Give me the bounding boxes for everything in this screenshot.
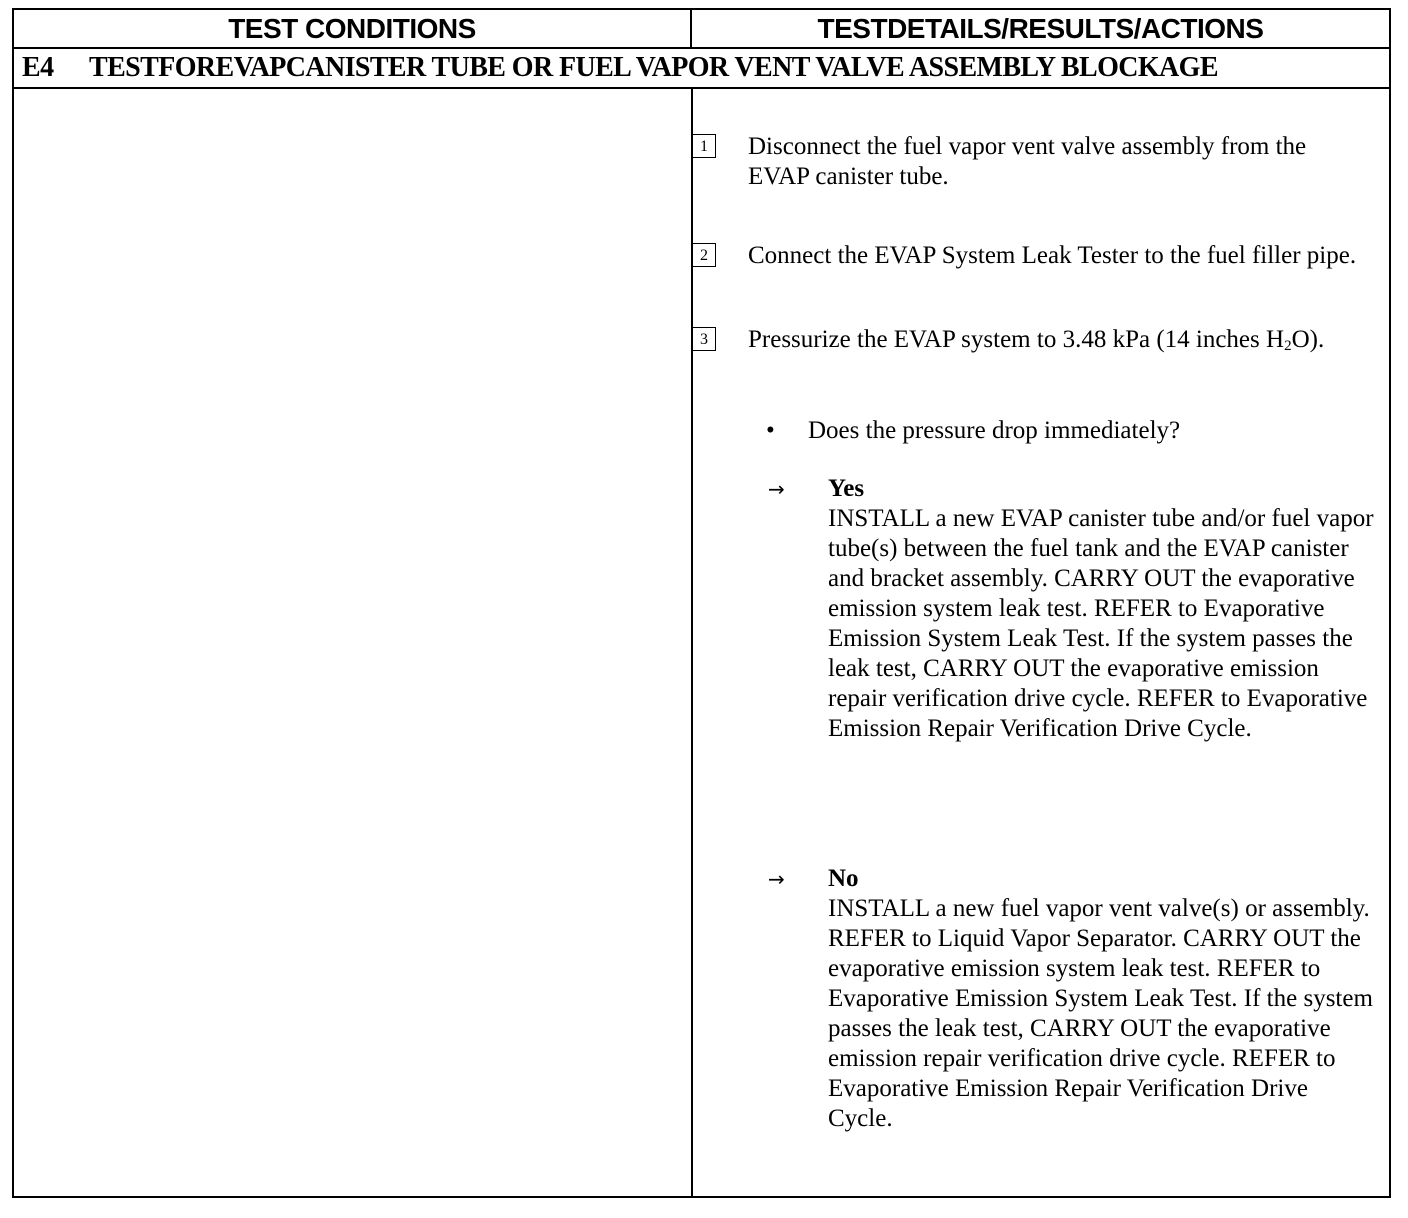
test-title: TESTFOREVAPCANISTER TUBE OR FUEL VAPOR VENT VALVE ASSEMBLY BLOCKAGE	[89, 52, 1218, 83]
title-divider	[14, 87, 1389, 89]
branch-action-text: INSTALL a new EVAP canister tube and/or fuel vapor tube(s) between the fuel tank and the EVAP canister and bracket assembly. CARRY OUT the evaporative emission system leak test. REFER to Evaporative Emission System Leak Test. If the system passes the leak test, CARRY OUT the evaporative emission repair verification drive cycle. REFER to Evaporative Emission Repair Verification Drive Cycle.	[828, 505, 1374, 742]
header-test-conditions: TEST CONDITIONS	[14, 10, 692, 47]
branch-label: No	[828, 865, 859, 892]
step-text: Pressurize the EVAP system to 3.48 kPa (14 inches $H_2O$).	[748, 326, 1325, 354]
step-text: Disconnect the fuel vapor vent valve assembly from the EVAP canister tube.	[748, 133, 1307, 190]
question-text: Does the pressure drop immediately?	[808, 417, 1181, 444]
arrow-right-icon: →	[768, 867, 785, 891]
arrow-right-icon: →	[768, 477, 785, 501]
branch-action-text: INSTALL a new fuel vapor vent valve(s) or assembly. REFER to Liquid Vapor Separator. CARRY OUT the evaporative emission system leak test. REFER to Evaporative Emission System Leak Test. If the system passes the leak test, CARRY OUT the evaporative emission repair verification drive cycle. REFER to Evaporative Emission Repair Verification Drive Cycle.	[828, 895, 1373, 1132]
step-number-box: 1	[692, 134, 716, 158]
step-number-box: 2	[692, 243, 716, 267]
test-title-bar	[14, 49, 1389, 87]
branch-label: Yes	[828, 475, 865, 502]
test-code: E4	[22, 52, 54, 83]
step-number-box: 3	[692, 327, 716, 351]
step-text: Connect the EVAP System Leak Tester to the fuel filler pipe.	[748, 242, 1357, 269]
header-test-details: TESTDETAILS/RESULTS/ACTIONS	[817, 12, 1264, 44]
bullet-icon: •	[766, 417, 775, 444]
